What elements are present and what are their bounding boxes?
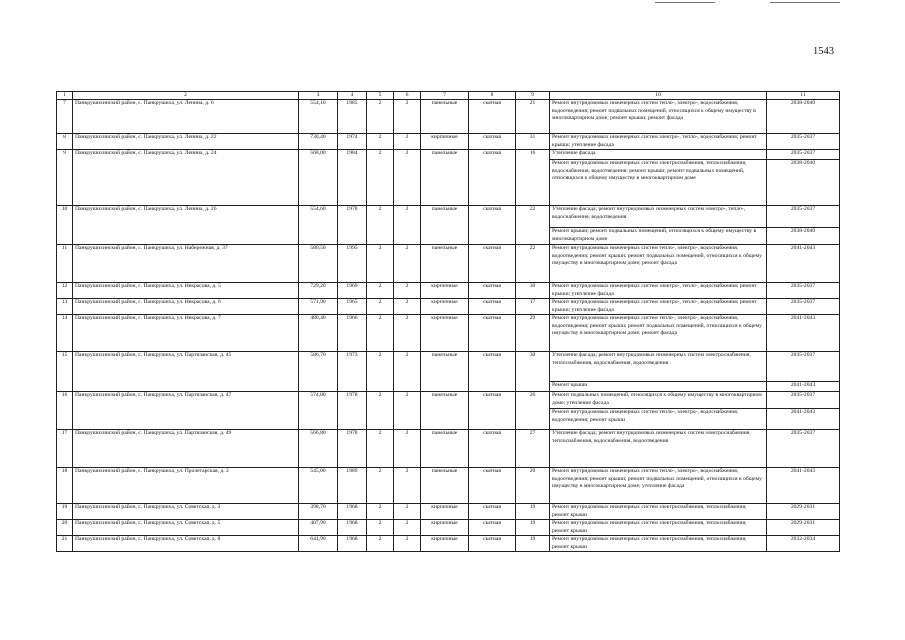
row-number-cell: 18 xyxy=(57,468,73,504)
wall-material-cell: кирпичные xyxy=(421,315,469,352)
wall-material-cell: кирпичные xyxy=(421,283,469,299)
entrances-cell: 2 xyxy=(394,206,421,245)
address-cell: Панкрушихинский район, с. Панкрушиха, ул. Пролетарская, д. 2 xyxy=(73,468,299,504)
work-description-cell: Ремонт внутридомовых инженерных систем электроснабжения, теплоснабжения; ремонт крыши xyxy=(550,504,767,520)
year-cell: 1995 xyxy=(338,245,367,283)
area-cell: 398,70 xyxy=(299,504,338,520)
area-cell: 554,10 xyxy=(299,100,338,134)
residents-cell: 20 xyxy=(516,468,550,504)
table-row xyxy=(57,504,840,520)
roof-type-cell: скатная xyxy=(469,206,516,245)
work-description-cell: Ремонт внутридомовых инженерных систем тепло-, электро-, водоснабжения, водоотведения; ремонт крыши; ремонт подвальных помещений, относящихся к общему имуществу в многоквартирном доме; ремонт фасада xyxy=(550,245,767,283)
row-number-cell: 14 xyxy=(57,315,73,352)
page-number: 1543 xyxy=(813,46,834,57)
period-cell: 2035-2037 xyxy=(767,299,840,315)
table-row xyxy=(57,315,840,352)
address-cell: Панкрушихинский район, с. Панкрушиха, ул. Советская, д. 5 xyxy=(73,520,299,536)
address-cell: Панкрушихинский район, с. Панкрушиха, ул. Набережная, д. 37 xyxy=(73,245,299,283)
row-number-cell: 21 xyxy=(57,536,73,552)
year-cell: 1985 xyxy=(338,100,367,134)
year-cell: 1978 xyxy=(338,430,367,468)
work-description-cell: Ремонт внутридомовых инженерных систем тепло-, электро-, водоснабжения, водоотведения; ремонт крыши; ремонт подвальных помещений, относящихся к общему имуществу в многоквартирном доме; ремонт фасада xyxy=(550,315,767,352)
roof-type-cell: скатная xyxy=(469,283,516,299)
table-row xyxy=(57,430,840,468)
row-number-cell: 11 xyxy=(57,245,73,283)
column-number: 3 xyxy=(299,92,338,100)
column-number-row xyxy=(57,92,840,100)
table-row xyxy=(57,283,840,299)
column-number: 10 xyxy=(550,92,767,100)
residents-cell: 21 xyxy=(516,100,550,134)
wall-material-cell: панельные xyxy=(421,392,469,430)
period-cell: 2041-2043 xyxy=(767,245,840,283)
entrances-cell: 2 xyxy=(394,245,421,283)
column-number: 4 xyxy=(338,92,367,100)
residents-cell: 30 xyxy=(516,352,550,392)
area-cell: 568,00 xyxy=(299,150,338,206)
residents-cell: 16 xyxy=(516,150,550,206)
work-description-cell: Ремонт внутридомовых инженерных систем электро-, тепло-, водоснабжения; ремонт крыши; утепление фасада xyxy=(550,134,767,150)
area-cell: 641,90 xyxy=(299,536,338,552)
address-cell: Панкрушихинский район, с. Панкрушиха, ул. Некрасова, д. 5 xyxy=(73,283,299,299)
roof-type-cell: скатная xyxy=(469,504,516,520)
address-cell: Панкрушихинский район, с. Панкрушиха, ул. Ленина, д. 22 xyxy=(73,134,299,150)
entrances-cell: 2 xyxy=(394,468,421,504)
floors-cell: 2 xyxy=(367,352,394,392)
work-description-cell: Ремонт крыши xyxy=(550,382,767,392)
roof-type-cell: скатная xyxy=(469,299,516,315)
row-number-cell: 17 xyxy=(57,430,73,468)
year-cell: 1968 xyxy=(338,536,367,552)
floors-cell: 2 xyxy=(367,536,394,552)
row-number-cell: 16 xyxy=(57,392,73,430)
area-cell: 580,50 xyxy=(299,245,338,283)
row-number-cell: 20 xyxy=(57,520,73,536)
column-number: 7 xyxy=(421,92,469,100)
wall-material-cell: панельные xyxy=(421,206,469,245)
period-cell: 2035-2037 xyxy=(767,352,840,382)
period-cell: 2035-2037 xyxy=(767,430,840,468)
work-description-cell: Ремонт внутридомовых инженерных систем тепло-, электро-, водоснабжения, водоотведения; ремонт крыши xyxy=(550,409,767,430)
work-description-cell: Утепление фасада; ремонт внутридомовых инженерных систем электроснабжения, теплоснабжения, водоснабжения, водоотведения xyxy=(550,352,767,382)
work-description-cell: Утепление фасада; ремонт внутридомовых инженерных систем электроснабжения, теплоснабжения, водоснабжения, водоотведения xyxy=(550,430,767,468)
area-cell: 480,40 xyxy=(299,315,338,352)
period-cell: 2038-2040 xyxy=(767,228,840,245)
floors-cell: 2 xyxy=(367,315,394,352)
roof-type-cell: скатная xyxy=(469,150,516,206)
roof-type-cell: скатная xyxy=(469,468,516,504)
table-row xyxy=(57,150,840,160)
address-cell: Панкрушихинский район, с. Панкрушиха, ул. Некрасова, д. 7 xyxy=(73,315,299,352)
entrances-cell: 2 xyxy=(394,283,421,299)
floors-cell: 2 xyxy=(367,150,394,206)
residents-cell: 22 xyxy=(516,206,550,245)
column-number: 9 xyxy=(516,92,550,100)
column-number: 6 xyxy=(394,92,421,100)
roof-type-cell: скатная xyxy=(469,392,516,430)
table-row xyxy=(57,100,840,134)
column-number: 1 xyxy=(57,92,73,100)
column-number: 11 xyxy=(767,92,840,100)
wall-material-cell: кирпичные xyxy=(421,299,469,315)
roof-type-cell: скатная xyxy=(469,315,516,352)
work-description-cell: Утепление фасада; ремонт внутридомовых инженерных систем электро-, тепло-, водоснабжения, водоотведения xyxy=(550,206,767,228)
wall-material-cell: кирпичные xyxy=(421,536,469,552)
row-number-cell: 10 xyxy=(57,206,73,245)
roof-type-cell: скатная xyxy=(469,100,516,134)
floors-cell: 2 xyxy=(367,245,394,283)
roof-type-cell: скатная xyxy=(469,245,516,283)
row-number-cell: 7 xyxy=(57,100,73,134)
period-cell: 2035-2037 xyxy=(767,392,840,409)
floors-cell: 2 xyxy=(367,430,394,468)
table-row xyxy=(57,206,840,228)
year-cell: 1984 xyxy=(338,150,367,206)
entrances-cell: 2 xyxy=(394,504,421,520)
floors-cell: 2 xyxy=(367,520,394,536)
period-cell: 2035-2037 xyxy=(767,134,840,150)
year-cell: 1966 xyxy=(338,315,367,352)
residents-cell: 27 xyxy=(516,430,550,468)
floors-cell: 2 xyxy=(367,468,394,504)
table-row xyxy=(57,468,840,504)
row-number-cell: 9 xyxy=(57,150,73,206)
entrances-cell: 2 xyxy=(394,430,421,468)
work-description-cell: Утепление фасада xyxy=(550,150,767,160)
year-cell: 1969 xyxy=(338,283,367,299)
entrances-cell: 2 xyxy=(394,100,421,134)
entrances-cell: 2 xyxy=(394,315,421,352)
table-row xyxy=(57,392,840,409)
row-number-cell: 12 xyxy=(57,283,73,299)
table-row xyxy=(57,245,840,283)
column-number: 5 xyxy=(367,92,394,100)
period-cell: 2038-2040 xyxy=(767,100,840,134)
row-number-cell: 19 xyxy=(57,504,73,520)
year-cell: 1989 xyxy=(338,468,367,504)
entrances-cell: 2 xyxy=(394,299,421,315)
floors-cell: 2 xyxy=(367,134,394,150)
wall-material-cell: панельные xyxy=(421,245,469,283)
table-row xyxy=(57,536,840,552)
roof-type-cell: скатная xyxy=(469,430,516,468)
wall-material-cell: панельные xyxy=(421,150,469,206)
period-cell: 2035-2037 xyxy=(767,283,840,299)
floors-cell: 2 xyxy=(367,299,394,315)
work-description-cell: Ремонт подвальных помещений, относящихся к общему имуществу в многоквартирном доме; утепление фасада xyxy=(550,392,767,409)
residents-cell: 29 xyxy=(516,315,550,352)
work-description-cell: Ремонт внутридомовых инженерных систем электро-, тепло-, водоснабжения; ремонт крыши; утепление фасада xyxy=(550,299,767,315)
entrances-cell: 2 xyxy=(394,520,421,536)
floors-cell: 2 xyxy=(367,392,394,430)
row-number-cell: 13 xyxy=(57,299,73,315)
area-cell: 545,00 xyxy=(299,468,338,504)
residents-cell: 19 xyxy=(516,520,550,536)
table-row xyxy=(57,352,840,382)
period-cell: 2029-2031 xyxy=(767,504,840,520)
row-number-cell: 15 xyxy=(57,352,73,392)
table-row xyxy=(57,520,840,536)
entrances-cell: 2 xyxy=(394,134,421,150)
period-cell: 2041-2043 xyxy=(767,468,840,504)
year-cell: 1973 xyxy=(338,352,367,392)
work-description-cell: Ремонт внутридомовых инженерных систем электроснабжения, теплоснабжения; ремонт крыши xyxy=(550,536,767,552)
wall-material-cell: кирпичные xyxy=(421,134,469,150)
period-cell: 2035-2037 xyxy=(767,150,840,160)
floors-cell: 2 xyxy=(367,206,394,245)
table-row xyxy=(57,299,840,315)
capital-repair-table xyxy=(56,91,840,552)
residents-cell: 30 xyxy=(516,283,550,299)
wall-material-cell: панельные xyxy=(421,468,469,504)
scan-artifact-line xyxy=(770,2,840,3)
period-cell: 2041-2043 xyxy=(767,382,840,392)
address-cell: Панкрушихинский район, с. Панкрушиха, ул. Партизанская, д. 45 xyxy=(73,352,299,392)
address-cell: Панкрушихинский район, с. Панкрушиха, ул. Ленина, д. 26 xyxy=(73,206,299,245)
entrances-cell: 2 xyxy=(394,150,421,206)
wall-material-cell: кирпичные xyxy=(421,520,469,536)
residents-cell: 26 xyxy=(516,392,550,430)
address-cell: Панкрушихинский район, с. Панкрушиха, ул. Советская, д. 8 xyxy=(73,536,299,552)
entrances-cell: 2 xyxy=(394,536,421,552)
floors-cell: 2 xyxy=(367,504,394,520)
floors-cell: 2 xyxy=(367,100,394,134)
area-cell: 730,40 xyxy=(299,134,338,150)
work-description-cell: Ремонт внутридомовых инженерных систем электроснабжения, теплоснабжения; ремонт крыши xyxy=(550,520,767,536)
period-cell: 2041-2043 xyxy=(767,315,840,352)
area-cell: 574,80 xyxy=(299,392,338,430)
area-cell: 407,90 xyxy=(299,520,338,536)
year-cell: 1968 xyxy=(338,520,367,536)
residents-cell: 19 xyxy=(516,536,550,552)
address-cell: Панкрушихинский район, с. Панкрушиха, ул. Ленина, д. 6 xyxy=(73,100,299,134)
address-cell: Панкрушихинский район, с. Панкрушиха, ул. Ленина, д. 24 xyxy=(73,150,299,206)
year-cell: 1974 xyxy=(338,134,367,150)
entrances-cell: 2 xyxy=(394,352,421,392)
work-description-cell: Ремонт внутридомовых инженерных систем электроснабжения, теплоснабжения, водоснабжения, водоотведения; ремонт крыши; ремонт подвальных помещений, относящихся к общему имуществу в многоквартирном доме xyxy=(550,160,767,206)
scan-artifact-line xyxy=(655,2,715,3)
floors-cell: 2 xyxy=(367,283,394,299)
roof-type-cell: скатная xyxy=(469,520,516,536)
residents-cell: 17 xyxy=(516,299,550,315)
row-number-cell: 8 xyxy=(57,134,73,150)
period-cell: 2038-2040 xyxy=(767,160,840,206)
address-cell: Панкрушихинский район, с. Панкрушиха, ул. Партизанская, д. 47 xyxy=(73,392,299,430)
table-row xyxy=(57,134,840,150)
work-description-cell: Ремонт внутридомовых инженерных систем тепло-, электро-, водоснабжения, водоотведения; ремонт подвальных помещений, относящихся к общему имуществу в многоквартирном доме; ремонт крыши; ремонт фасада xyxy=(550,100,767,134)
period-cell: 2041-2043 xyxy=(767,409,840,430)
period-cell: 2032-2034 xyxy=(767,536,840,552)
residents-cell: 31 xyxy=(516,134,550,150)
roof-type-cell: скатная xyxy=(469,134,516,150)
entrances-cell: 2 xyxy=(394,392,421,430)
column-number: 8 xyxy=(469,92,516,100)
year-cell: 1978 xyxy=(338,392,367,430)
area-cell: 566,80 xyxy=(299,430,338,468)
year-cell: 1978 xyxy=(338,206,367,245)
residents-cell: 19 xyxy=(516,504,550,520)
roof-type-cell: скатная xyxy=(469,352,516,392)
wall-material-cell: панельные xyxy=(421,430,469,468)
year-cell: 1965 xyxy=(338,299,367,315)
area-cell: 586,70 xyxy=(299,352,338,392)
column-number: 2 xyxy=(73,92,299,100)
wall-material-cell: панельные xyxy=(421,352,469,392)
area-cell: 729,20 xyxy=(299,283,338,299)
wall-material-cell: кирпичные xyxy=(421,504,469,520)
period-cell: 2035-2037 xyxy=(767,206,840,228)
area-cell: 554,60 xyxy=(299,206,338,245)
work-description-cell: Ремонт внутридомовых инженерных систем тепло-, электро-, водоснабжения, водоотведения; ремонт крыши; ремонт подвальных помещений, относящихся к общему имуществу в многоквартирном доме; утепление фасада xyxy=(550,468,767,504)
address-cell: Панкрушихинский район, с. Панкрушиха, ул. Советская, д. 3 xyxy=(73,504,299,520)
area-cell: 571,90 xyxy=(299,299,338,315)
wall-material-cell: панельные xyxy=(421,100,469,134)
address-cell: Панкрушихинский район, с. Панкрушиха, ул. Партизанская, д. 49 xyxy=(73,430,299,468)
residents-cell: 22 xyxy=(516,245,550,283)
roof-type-cell: скатная xyxy=(469,536,516,552)
year-cell: 1968 xyxy=(338,504,367,520)
address-cell: Панкрушихинский район, с. Панкрушиха, ул. Некрасова, д. 6 xyxy=(73,299,299,315)
work-description-cell: Ремонт крыши; ремонт подвальных помещений, относящихся к общему имуществу в многоквартирном доме xyxy=(550,228,767,245)
period-cell: 2029-2031 xyxy=(767,520,840,536)
work-description-cell: Ремонт внутридомовых инженерных систем электро-, тепло-, водоснабжения; ремонт крыши; утепление фасада xyxy=(550,283,767,299)
